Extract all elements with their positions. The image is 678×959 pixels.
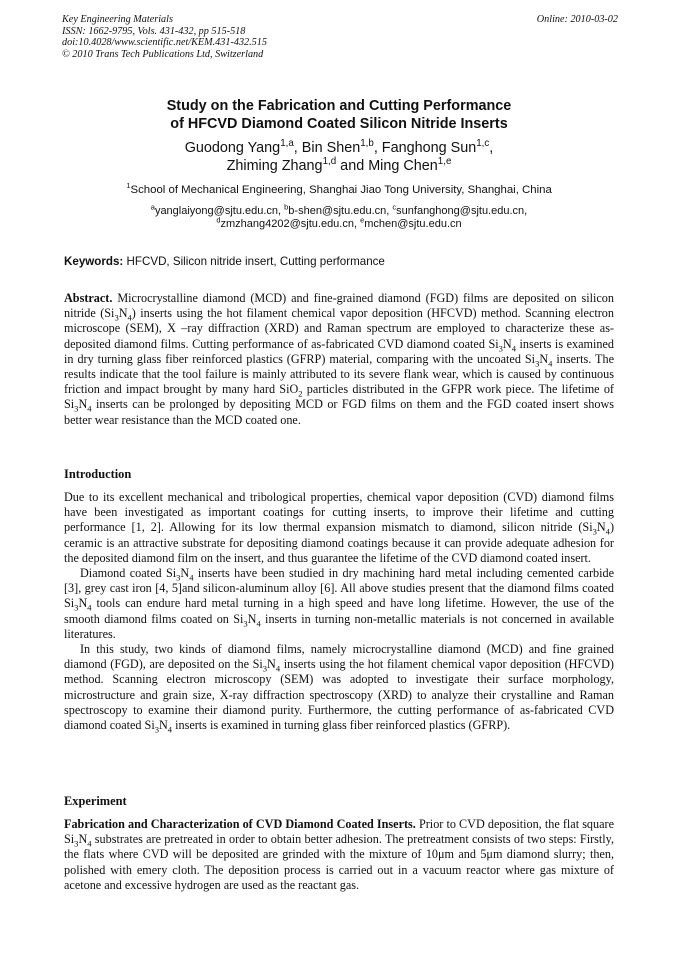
text-run: Due to its excellent mechanical and tribological properties, chemical vapor deposition (CVD) diamond films have been investigated as important coatings for cutting inserts, to improve their lifetime and cutting performance [1, 2]. Allowing for its low thermal expansion mismatch to diamond, silicon nitride (Si bbox=[64, 490, 614, 535]
journal-header bbox=[62, 14, 618, 60]
author-separator: , bbox=[489, 140, 494, 156]
text-run: tools can endure hard metal turning in a high speed and have long lifetime. However, the use of the smooth diamond films coated on Si bbox=[64, 596, 614, 626]
subscript: 3 bbox=[592, 526, 597, 537]
author-sup: 1,b bbox=[360, 138, 374, 150]
intro-paragraph-1 bbox=[64, 490, 614, 566]
issn-line: ISSN: 1662-9795, Vols. 431-432, pp 515-518 bbox=[62, 25, 246, 37]
intro-paragraph-2 bbox=[64, 566, 614, 642]
text-run: inserts have been studied in dry machining hard metal including cemented carbide [3], grey cast iron [4, 5]and silicon-aluminum alloy [6]. All above studies present that the diamond films coated Si bbox=[64, 566, 614, 611]
email-sup: d bbox=[216, 215, 221, 225]
subscript: 4 bbox=[87, 838, 92, 849]
online-date: Online: 2010-03-02 bbox=[536, 14, 618, 25]
journal-name: Key Engineering Materials bbox=[62, 14, 173, 25]
subscript: 4 bbox=[275, 663, 281, 674]
text-run: N bbox=[502, 336, 512, 351]
emails-line-1 bbox=[0, 202, 678, 218]
text-run: particles distributed in the GFPR work piece. The lifetime of Si bbox=[64, 382, 614, 412]
doi-line: doi:10.4028/www.scientific.net/KEM.431-432.515 bbox=[62, 37, 267, 49]
copyright-line: © 2010 Trans Tech Publications Ltd, Switzerland bbox=[62, 48, 264, 60]
authors-line-1 bbox=[0, 139, 678, 157]
text-run: ) ceramic is an attractive substrate for depositing diamond coatings because it can provide adequate adhesion for the deposited diamond film on the insert, and thus guarantee the lifetime of the CVD diamond coated insert. bbox=[64, 520, 614, 565]
author-list bbox=[0, 139, 678, 175]
emails-line-2 bbox=[0, 215, 678, 231]
text-run: inserts can be prolonged by depositing MCD or FGD films on them and the FGD coated insert shows better wear resistance than the MCD coated one. bbox=[64, 397, 614, 427]
email-link[interactable]: b-shen@sjtu.edu.cn, bbox=[288, 205, 393, 217]
text-run: Prior to CVD deposition, the flat square Si bbox=[64, 817, 614, 847]
text-run: N bbox=[158, 718, 168, 733]
section-heading-experiment: Experiment bbox=[64, 794, 127, 808]
subscript: 4 bbox=[548, 358, 553, 369]
text-run: N bbox=[78, 397, 88, 412]
text-run: inserts is examined in turning glass fiber reinforced plastics (GFRP). bbox=[172, 718, 511, 733]
section-heading-introduction: Introduction bbox=[64, 467, 132, 481]
text-run: N bbox=[118, 306, 128, 321]
subscript: 3 bbox=[535, 358, 540, 369]
keywords-text: HFCVD, Silicon nitride insert, Cutting performance bbox=[123, 255, 385, 268]
email-link[interactable]: sunfanghong@sjtu.edu.cn, bbox=[396, 205, 528, 217]
title-line-2: of HFCVD Diamond Coated Silicon Nitride Inserts bbox=[170, 116, 508, 132]
subscript: 3 bbox=[114, 312, 119, 323]
author-name: , Bin Shen bbox=[293, 140, 361, 156]
text-run: N bbox=[539, 351, 549, 366]
email-link[interactable]: mchen@sjtu.edu.cn bbox=[364, 218, 462, 230]
subsection-label: Fabrication and Characterization of CVD Diamond Coated Inserts. bbox=[64, 817, 416, 831]
subscript: 3 bbox=[154, 724, 159, 735]
author-sup: 1,d bbox=[322, 156, 337, 168]
subscript: 4 bbox=[189, 572, 194, 583]
keywords-line bbox=[64, 255, 624, 269]
introduction-section bbox=[64, 490, 614, 733]
subscript: 3 bbox=[74, 602, 79, 613]
text-run: N bbox=[267, 657, 276, 672]
subscript: 4 bbox=[511, 343, 516, 354]
email-sup: c bbox=[392, 202, 397, 212]
text-run: Diamond coated Si bbox=[80, 566, 177, 581]
subscript: 4 bbox=[167, 724, 173, 735]
subscript: 3 bbox=[74, 403, 79, 414]
text-run: inserts is examined in dry turning glass fiber reinforced plastics (GFRP) material, comparing with the uncoated Si bbox=[64, 336, 614, 366]
subscript: 4 bbox=[87, 602, 92, 613]
authors-line-2 bbox=[0, 157, 678, 175]
author-sup: 1,e bbox=[437, 156, 452, 168]
text-run: inserts using the hot filament chemical vapor deposition (HFCVD) method. Scanning electron microscopy (SEM) was adopted to investigate their surface morphology, microstructure and grain size, X-ray diffraction spectroscopy (XRD) to analyze their crystalline and Raman spectroscopy to examine their diamond purity. Furthermore, the cutting performance of as-fabricated CVD diamond coated Si bbox=[64, 657, 614, 733]
text-run: N bbox=[596, 520, 606, 535]
email-link[interactable]: yanglaiyong@sjtu.edu.cn, bbox=[154, 205, 285, 217]
affiliation-text: School of Mechanical Engineering, Shanghai Jiao Tong University, Shanghai, China bbox=[130, 184, 552, 196]
email-link[interactable]: zmzhang4202@sjtu.edu.cn, bbox=[220, 218, 361, 230]
text-run: ) inserts using the hot filament chemical vapor deposition (HFCVD) method. Scanning electron microscope (SEM), X –ray diffraction (XRD) and Raman spectrum are employed to characterize these as-deposited diamond films. Cutting performance of as-fabricated CVD diamond coated Si bbox=[64, 306, 614, 351]
author-name: Zhiming Zhang bbox=[226, 158, 323, 174]
author-emails bbox=[0, 202, 678, 231]
text-run: N bbox=[78, 832, 88, 847]
intro-paragraph-3 bbox=[64, 642, 614, 733]
experiment-paragraph-1 bbox=[64, 817, 614, 893]
author-name: , Fanghong Sun bbox=[373, 140, 477, 156]
subscript: 3 bbox=[176, 572, 181, 583]
subscript: 4 bbox=[256, 618, 261, 629]
subscript: 4 bbox=[87, 403, 92, 414]
abstract-label: Abstract. bbox=[64, 291, 113, 305]
author-sup: 1,a bbox=[280, 138, 294, 150]
subscript: 3 bbox=[74, 838, 79, 849]
text-run: substrates are pretreated in order to obtain better adhesion. The pretreatment consists of two steps: Firstly, the flats where CVD will be deposited are grinded with the mixture of 10μm and 5μm diamond slurry; then, polished with emery cloth. The deposition process is carried out in a vacuum reactor where gas mixture of acetone and excessive hydrogen are used as the reactant gas. bbox=[64, 832, 614, 892]
author-name: Guodong Yang bbox=[184, 140, 281, 156]
text-run: N bbox=[180, 566, 190, 581]
text-run: In this study, two kinds of diamond films, namely microcrystalline diamond (MCD) and fine grained diamond (FGD), are deposited on the Si bbox=[64, 642, 614, 672]
text-run: N bbox=[247, 611, 257, 626]
text-run: inserts in turning non-metallic materials is not concerned in available literatures. bbox=[64, 611, 614, 641]
title-line-1: Study on the Fabrication and Cutting Performance bbox=[166, 98, 512, 114]
affiliation-sup: 1 bbox=[126, 181, 131, 191]
affiliation bbox=[0, 183, 678, 197]
email-sup: b bbox=[284, 202, 289, 212]
subscript: 3 bbox=[498, 343, 503, 354]
abstract-section bbox=[64, 291, 614, 428]
experiment-section bbox=[64, 817, 614, 893]
email-sup: e bbox=[360, 215, 365, 225]
subscript: 4 bbox=[127, 312, 132, 323]
keywords-label: Keywords: bbox=[64, 255, 124, 268]
subscript: 3 bbox=[262, 663, 268, 674]
author-sup: 1,c bbox=[476, 138, 490, 150]
text-run: Microcrystalline diamond (MCD) and fine-grained diamond (FGD) films are deposited on silicon nitride (Si bbox=[64, 291, 614, 321]
text-run: inserts. The results indicate that the tool failure is mainly attributed to its severe flank wear, which is caused by continuous friction and impact brought by many hard SiO bbox=[64, 351, 614, 397]
abstract-paragraph bbox=[64, 291, 614, 428]
author-name: and Ming Chen bbox=[336, 158, 438, 174]
subscript: 3 bbox=[243, 618, 248, 629]
text-run: N bbox=[78, 596, 88, 611]
subscript: 4 bbox=[605, 526, 610, 537]
email-sup: a bbox=[150, 202, 155, 212]
paper-title bbox=[0, 97, 678, 133]
subscript: 2 bbox=[298, 388, 303, 399]
